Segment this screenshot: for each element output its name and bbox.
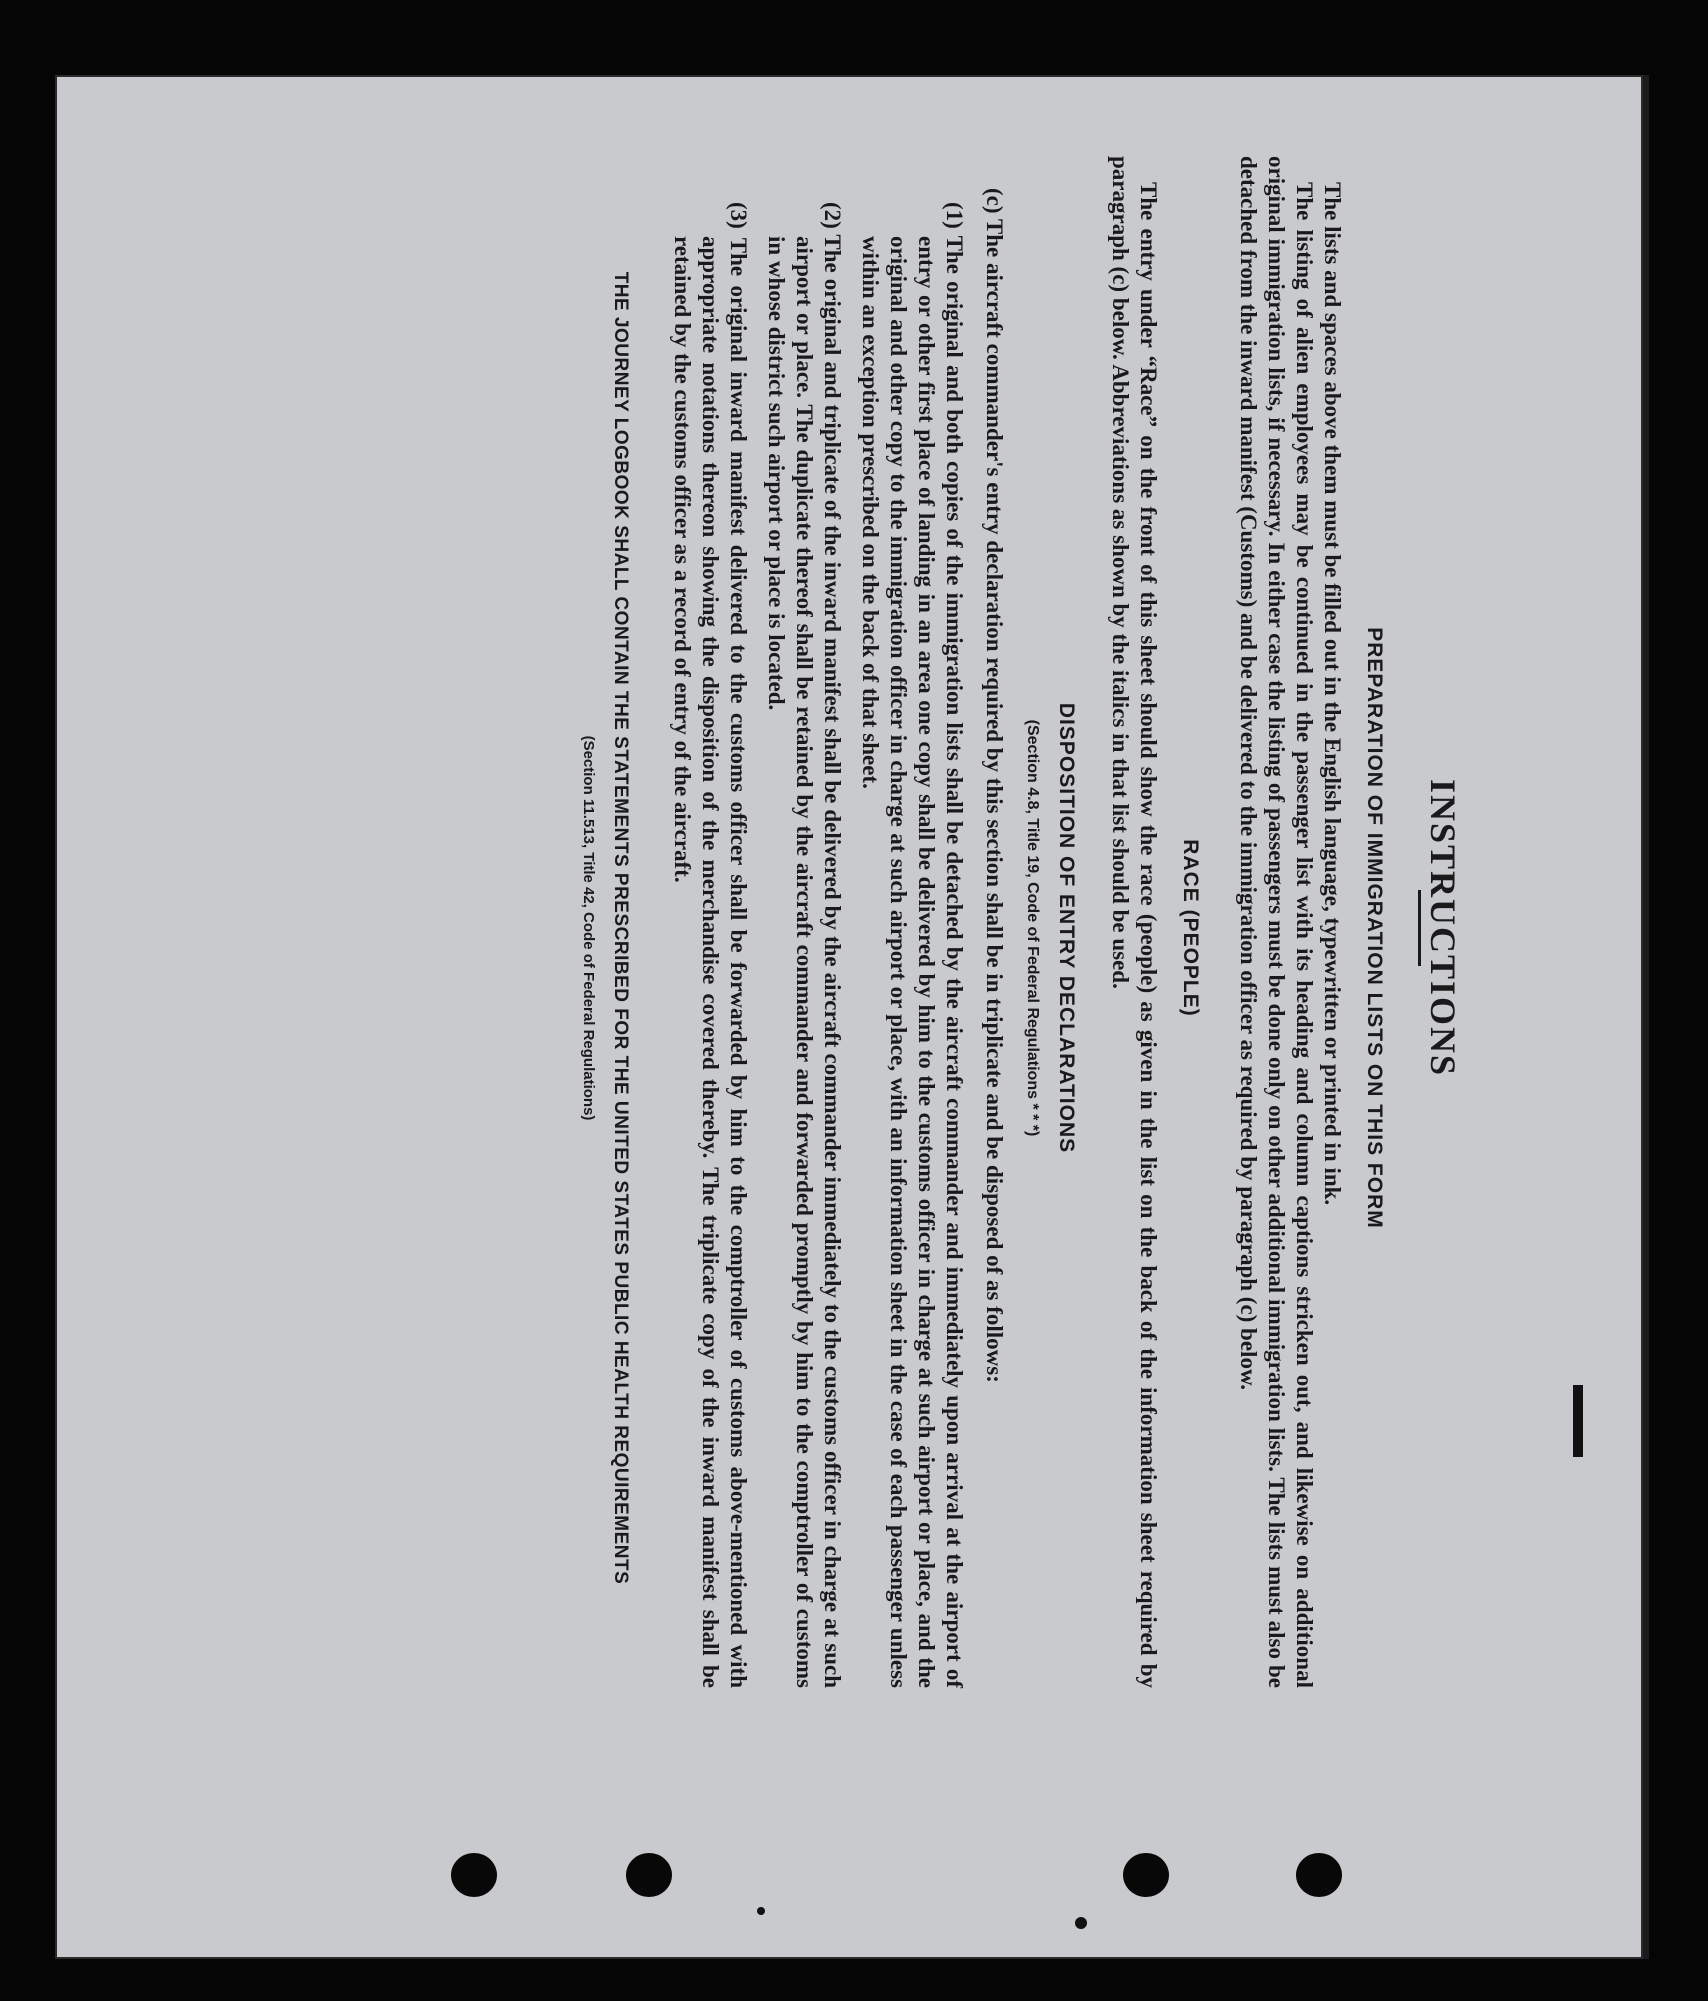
title-underline (1418, 890, 1421, 966)
disposition-reference: (Section 4.8, Title 19, Code of Federal Regulations * * *) (1024, 719, 1041, 1137)
scan-mark (1573, 1385, 1583, 1457)
instructions-page (335, 128, 1485, 1688)
scan-mark (1075, 1917, 1087, 1929)
section-heading-race: RACE (PEOPLE) (1179, 839, 1202, 1017)
rotated-content (335, 128, 1465, 1728)
logbook-reference: (Section 11.513, Title 42, Code of Federal Regulations) (580, 735, 597, 1121)
punch-hole (1296, 1853, 1342, 1897)
page-title: INSTRUCTIONS (1423, 778, 1463, 1078)
punch-hole (626, 1853, 672, 1897)
disposition-item-3: (3) The original inward manifest delivered to the customs officer shall be forwarded by him to the comptroller of customs above-mentioned with appropriate notations thereon showing the disposition of the merchandise covered thereby. The triplicate copy of the inward manifest shall be retained by the customs officer as a record of entry of the aircraft. (670, 202, 751, 1688)
section-heading-disposition: DISPOSITION OF ENTRY DECLARATIONS (1055, 702, 1078, 1154)
preparation-section (1234, 128, 1346, 1728)
punch-hole (1123, 1853, 1169, 1897)
disposition-item-2: (2) The original and triplicate of the inward manifest shall be delivered by the aircraft commander immediately to the customs officer in charge at such airport or place. The duplicate thereof shall be retained by the aircraft commander and forwarded promptly by him to the comptroller of customs in whose district such airport or place is located. (764, 202, 845, 1688)
punch-hole (451, 1853, 497, 1897)
disposition-item-1: (1) The original and both copies of the immigration lists shall be detached by the aircraft commander and immediately upon arrival at the airport of entry or other first place of landing in an area one copy shall be delivered by him to the customs officer in charge at such airport or place, and the original and other copy to the immigration officer in charge at such airport or place, with an information sheet in the case of each passenger unless within an exception prescribed on the back of that sheet. (858, 202, 967, 1688)
preparation-paragraph-2: The listing of alien employees may be continued in the passenger list with its heading and column captions stricken out, and likewise on additional original immigration lists, if necessary. In either case the listing of passengers must be done only on other additional immigration lists. The lists must also be detached from the inward manifest (Customs) and be delivered to the immigration officer as required by paragraph (c) below. (1236, 156, 1317, 1688)
logbook-statement: THE JOURNEY LOGBOOK SHALL CONTAIN THE STATEMENTS PRESCRIBED FOR THE UNITED STATES PUBLIC HEALTH REQUIREMENTS (610, 271, 631, 1585)
preparation-paragraph-1: The lists and spaces above them must be filled out in the English language, typewritten or printed in ink. (1320, 182, 1345, 1206)
disposition-section (668, 128, 1008, 1728)
scan-mark (757, 1907, 765, 1915)
race-section (1106, 128, 1162, 1728)
sheet-edge (1643, 75, 1649, 1959)
disposition-paragraph-c: (c) The aircraft commander's entry declaration required by this section shall be in triplicate and be disposed of as follows: (982, 188, 1007, 1383)
section-heading-preparation: PREPARATION OF IMMIGRATION LISTS ON THIS FORM (1363, 627, 1386, 1229)
race-paragraph: The entry under “Race” on the front of this sheet should show the race (people) as given in the list on the back of the information sheet required by paragraph (c) below. Abbreviations as shown by the italics in that list should be used. (1108, 156, 1161, 1688)
